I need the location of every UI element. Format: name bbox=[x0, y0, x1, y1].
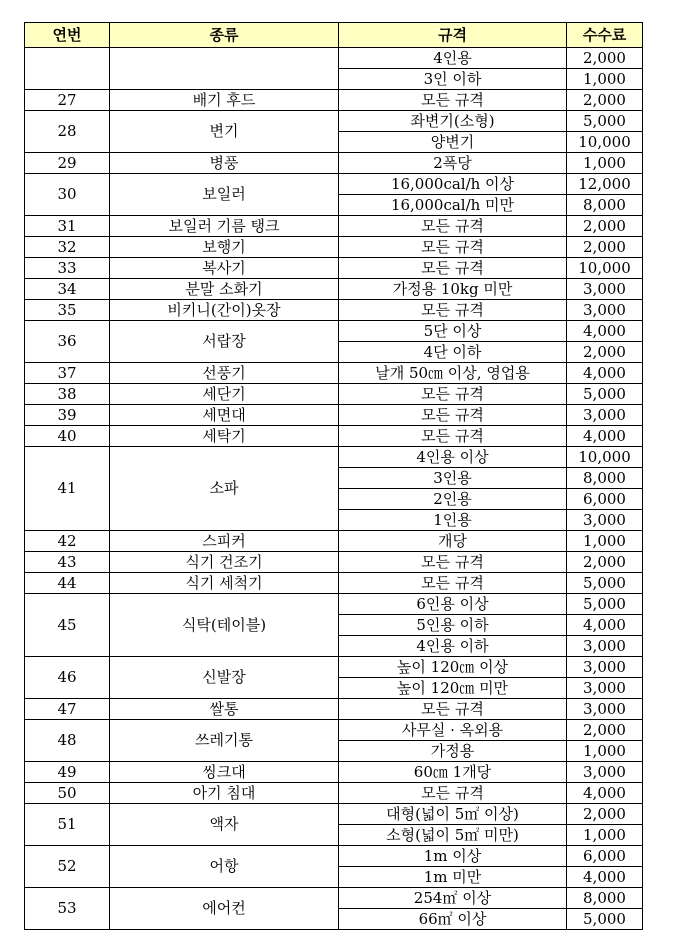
cell-spec: 좌변기(소형) bbox=[339, 111, 567, 132]
table-row bbox=[25, 90, 643, 111]
cell-fee: 10,000 bbox=[567, 132, 643, 153]
cell-fee: 5,000 bbox=[567, 909, 643, 930]
cell-spec: 모든 규격 bbox=[339, 237, 567, 258]
table-row bbox=[25, 258, 643, 279]
cell-spec: 모든 규격 bbox=[339, 90, 567, 111]
cell-kind: 식탁(테이블) bbox=[110, 594, 339, 657]
cell-spec: 6인용 이상 bbox=[339, 594, 567, 615]
cell-fee: 10,000 bbox=[567, 447, 643, 468]
cell-spec: 5단 이상 bbox=[339, 321, 567, 342]
cell-fee: 5,000 bbox=[567, 594, 643, 615]
cell-no: 51 bbox=[25, 804, 110, 846]
cell-spec: 가정용 10kg 미만 bbox=[339, 279, 567, 300]
cell-no: 32 bbox=[25, 237, 110, 258]
cell-kind: 세면대 bbox=[110, 405, 339, 426]
cell-kind: 선풍기 bbox=[110, 363, 339, 384]
cell-spec: 254㎡ 이상 bbox=[339, 888, 567, 909]
cell-no: 31 bbox=[25, 216, 110, 237]
cell-fee: 1,000 bbox=[567, 69, 643, 90]
cell-spec: 대형(넓이 5㎡ 이상) bbox=[339, 804, 567, 825]
table-row bbox=[25, 237, 643, 258]
table-row bbox=[25, 279, 643, 300]
cell-fee: 8,000 bbox=[567, 468, 643, 489]
cell-spec: 4인용 bbox=[339, 48, 567, 69]
cell-kind: 복사기 bbox=[110, 258, 339, 279]
cell-kind: 보일러 기름 탱크 bbox=[110, 216, 339, 237]
cell-spec: 모든 규격 bbox=[339, 573, 567, 594]
cell-fee: 3,000 bbox=[567, 300, 643, 321]
table-row bbox=[25, 804, 643, 825]
cell-no: 43 bbox=[25, 552, 110, 573]
cell-spec: 가정용 bbox=[339, 741, 567, 762]
cell-no: 48 bbox=[25, 720, 110, 762]
table-row bbox=[25, 174, 643, 195]
table-row bbox=[25, 363, 643, 384]
cell-fee: 2,000 bbox=[567, 552, 643, 573]
table-row bbox=[25, 153, 643, 174]
cell-kind: 병풍 bbox=[110, 153, 339, 174]
cell-fee: 5,000 bbox=[567, 573, 643, 594]
cell-fee: 3,000 bbox=[567, 636, 643, 657]
cell-spec: 4단 이하 bbox=[339, 342, 567, 363]
cell-fee: 4,000 bbox=[567, 615, 643, 636]
cell-kind: 스피커 bbox=[110, 531, 339, 552]
cell-fee: 3,000 bbox=[567, 510, 643, 531]
cell-spec: 모든 규격 bbox=[339, 699, 567, 720]
cell-kind: 분말 소화기 bbox=[110, 279, 339, 300]
cell-fee: 2,000 bbox=[567, 90, 643, 111]
cell-no: 41 bbox=[25, 447, 110, 531]
cell-fee: 1,000 bbox=[567, 531, 643, 552]
cell-fee: 4,000 bbox=[567, 321, 643, 342]
cell-kind: 쓰레기통 bbox=[110, 720, 339, 762]
cell-kind: 소파 bbox=[110, 447, 339, 531]
cell-kind: 서랍장 bbox=[110, 321, 339, 363]
cell-spec: 모든 규격 bbox=[339, 258, 567, 279]
cell-spec: 4인용 이상 bbox=[339, 447, 567, 468]
cell-spec: 모든 규격 bbox=[339, 426, 567, 447]
cell-no: 35 bbox=[25, 300, 110, 321]
cell-kind: 변기 bbox=[110, 111, 339, 153]
cell-fee: 4,000 bbox=[567, 426, 643, 447]
cell-fee: 10,000 bbox=[567, 258, 643, 279]
cell-spec: 모든 규격 bbox=[339, 216, 567, 237]
cell-fee: 3,000 bbox=[567, 405, 643, 426]
cell-fee: 1,000 bbox=[567, 825, 643, 846]
cell-spec: 모든 규격 bbox=[339, 783, 567, 804]
cell-spec: 3인용 bbox=[339, 468, 567, 489]
cell-no: 53 bbox=[25, 888, 110, 930]
cell-fee: 1,000 bbox=[567, 153, 643, 174]
cell-fee: 2,000 bbox=[567, 237, 643, 258]
cell-spec: 모든 규격 bbox=[339, 405, 567, 426]
table-row bbox=[25, 762, 643, 783]
cell-fee: 2,000 bbox=[567, 48, 643, 69]
cell-spec: 1m 이상 bbox=[339, 846, 567, 867]
cell-fee: 3,000 bbox=[567, 279, 643, 300]
table-row bbox=[25, 720, 643, 741]
cell-fee: 3,000 bbox=[567, 699, 643, 720]
cell-spec: 1인용 bbox=[339, 510, 567, 531]
cell-kind: 액자 bbox=[110, 804, 339, 846]
table-row bbox=[25, 300, 643, 321]
table-row bbox=[25, 783, 643, 804]
cell-no: 29 bbox=[25, 153, 110, 174]
table-row bbox=[25, 426, 643, 447]
cell-no: 42 bbox=[25, 531, 110, 552]
cell-spec: 날개 50㎝ 이상, 영업용 bbox=[339, 363, 567, 384]
cell-spec: 모든 규격 bbox=[339, 384, 567, 405]
cell-spec: 16,000cal/h 미만 bbox=[339, 195, 567, 216]
header-kind: 종류 bbox=[110, 23, 339, 48]
cell-fee: 3,000 bbox=[567, 657, 643, 678]
cell-no: 49 bbox=[25, 762, 110, 783]
table-row bbox=[25, 846, 643, 867]
cell-no: 36 bbox=[25, 321, 110, 363]
cell-no: 27 bbox=[25, 90, 110, 111]
cell-fee: 2,000 bbox=[567, 342, 643, 363]
cell-kind: 어항 bbox=[110, 846, 339, 888]
cell-no: 40 bbox=[25, 426, 110, 447]
cell-spec: 2인용 bbox=[339, 489, 567, 510]
table-row bbox=[25, 573, 643, 594]
cell-spec: 높이 120㎝ 이상 bbox=[339, 657, 567, 678]
cell-no: 47 bbox=[25, 699, 110, 720]
cell-kind: 식기 세척기 bbox=[110, 573, 339, 594]
table-row bbox=[25, 531, 643, 552]
cell-spec: 3인 이하 bbox=[339, 69, 567, 90]
cell-kind: 아기 침대 bbox=[110, 783, 339, 804]
cell-kind: 씽크대 bbox=[110, 762, 339, 783]
table-row bbox=[25, 111, 643, 132]
cell-kind: 보행기 bbox=[110, 237, 339, 258]
cell-kind: 에어컨 bbox=[110, 888, 339, 930]
table-row bbox=[25, 594, 643, 615]
cell-fee: 5,000 bbox=[567, 384, 643, 405]
table-row bbox=[25, 321, 643, 342]
table-row bbox=[25, 552, 643, 573]
cell-spec: 5인용 이하 bbox=[339, 615, 567, 636]
cell-no: 46 bbox=[25, 657, 110, 699]
cell-kind: 배기 후드 bbox=[110, 90, 339, 111]
cell-spec: 2폭당 bbox=[339, 153, 567, 174]
cell-fee: 2,000 bbox=[567, 804, 643, 825]
cell-spec: 66㎡ 이상 bbox=[339, 909, 567, 930]
header-row bbox=[25, 23, 643, 48]
cell-spec: 60㎝ 1개당 bbox=[339, 762, 567, 783]
cell-kind: 세탁기 bbox=[110, 426, 339, 447]
cell-kind: 보일러 bbox=[110, 174, 339, 216]
cell-no: 44 bbox=[25, 573, 110, 594]
cell-no: 34 bbox=[25, 279, 110, 300]
cell-spec: 모든 규격 bbox=[339, 552, 567, 573]
cell-kind: 비키니(간이)옷장 bbox=[110, 300, 339, 321]
cell-kind bbox=[110, 48, 339, 90]
cell-fee: 2,000 bbox=[567, 720, 643, 741]
cell-no: 50 bbox=[25, 783, 110, 804]
table-row bbox=[25, 447, 643, 468]
table-row bbox=[25, 384, 643, 405]
cell-fee: 4,000 bbox=[567, 867, 643, 888]
cell-spec: 소형(넓이 5㎡ 미만) bbox=[339, 825, 567, 846]
cell-no bbox=[25, 48, 110, 90]
cell-no: 33 bbox=[25, 258, 110, 279]
table-row bbox=[25, 888, 643, 909]
cell-spec: 모든 규격 bbox=[339, 300, 567, 321]
cell-kind: 세단기 bbox=[110, 384, 339, 405]
cell-no: 37 bbox=[25, 363, 110, 384]
cell-fee: 4,000 bbox=[567, 783, 643, 804]
header-fee: 수수료 bbox=[567, 23, 643, 48]
cell-spec: 양변기 bbox=[339, 132, 567, 153]
cell-spec: 1m 미만 bbox=[339, 867, 567, 888]
cell-spec: 16,000cal/h 이상 bbox=[339, 174, 567, 195]
table-body bbox=[25, 48, 643, 930]
cell-fee: 3,000 bbox=[567, 762, 643, 783]
cell-no: 45 bbox=[25, 594, 110, 657]
table-row bbox=[25, 699, 643, 720]
cell-kind: 쌀통 bbox=[110, 699, 339, 720]
cell-fee: 5,000 bbox=[567, 111, 643, 132]
cell-fee: 4,000 bbox=[567, 363, 643, 384]
cell-spec: 개당 bbox=[339, 531, 567, 552]
cell-fee: 8,000 bbox=[567, 195, 643, 216]
cell-no: 39 bbox=[25, 405, 110, 426]
cell-fee: 1,000 bbox=[567, 741, 643, 762]
table-row bbox=[25, 405, 643, 426]
cell-spec: 높이 120㎝ 미만 bbox=[339, 678, 567, 699]
header-spec: 규격 bbox=[339, 23, 567, 48]
cell-fee: 3,000 bbox=[567, 678, 643, 699]
cell-no: 38 bbox=[25, 384, 110, 405]
table-row bbox=[25, 48, 643, 69]
cell-fee: 6,000 bbox=[567, 846, 643, 867]
cell-fee: 12,000 bbox=[567, 174, 643, 195]
fee-table bbox=[24, 22, 643, 930]
table-row bbox=[25, 216, 643, 237]
cell-kind: 식기 건조기 bbox=[110, 552, 339, 573]
cell-kind: 신발장 bbox=[110, 657, 339, 699]
cell-spec: 사무실 · 옥외용 bbox=[339, 720, 567, 741]
cell-fee: 6,000 bbox=[567, 489, 643, 510]
table-row bbox=[25, 657, 643, 678]
cell-fee: 8,000 bbox=[567, 888, 643, 909]
header-no: 연번 bbox=[25, 23, 110, 48]
cell-no: 52 bbox=[25, 846, 110, 888]
cell-no: 30 bbox=[25, 174, 110, 216]
cell-no: 28 bbox=[25, 111, 110, 153]
cell-spec: 4인용 이하 bbox=[339, 636, 567, 657]
cell-fee: 2,000 bbox=[567, 216, 643, 237]
